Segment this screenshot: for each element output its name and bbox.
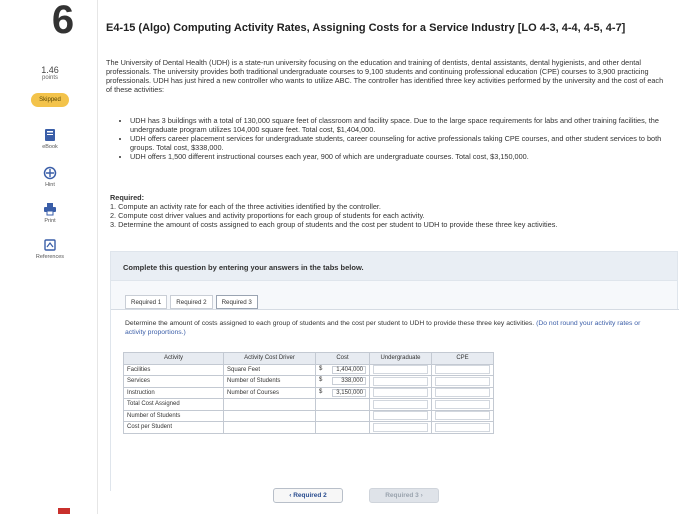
required-section bbox=[110, 193, 670, 229]
list-item: • UDH offers 1,500 different instructional courses each year, 900 of which are undergraduate courses. Total cost, $3,150,000. bbox=[130, 152, 665, 161]
cpe-input[interactable] bbox=[435, 411, 490, 420]
header-activity: Activity bbox=[124, 353, 224, 365]
empty-cell bbox=[224, 410, 316, 422]
empty-cell bbox=[316, 399, 370, 411]
ebook-label: eBook bbox=[42, 144, 58, 150]
header-driver: Activity Cost Driver bbox=[224, 353, 316, 365]
undergraduate-input[interactable] bbox=[373, 365, 428, 374]
currency-symbol: $ bbox=[319, 377, 323, 384]
driver-cell: Number of Students bbox=[224, 376, 316, 388]
cpe-input[interactable] bbox=[435, 377, 490, 386]
answer-panel bbox=[110, 281, 678, 499]
tab-instructions bbox=[125, 320, 645, 337]
list-item: • UDH offers career placement services for undergraduate students, career counseling for active professionals taking CPE courses, and other student services to both groups. Total cost, $338,000. bbox=[130, 134, 665, 152]
currency-symbol: $ bbox=[319, 388, 323, 395]
cpe-input-cell[interactable] bbox=[432, 422, 494, 434]
undergraduate-input-cell[interactable] bbox=[370, 387, 432, 399]
header-cost: Cost bbox=[316, 353, 370, 365]
list-item: • UDH has 3 buildings with a total of 130,000 square feet of classroom and facility space. Due to the large space requirements for labs and other training facilities, the undergraduate program utilizes 104,000 square feet. Total cost, $1,404,000. bbox=[130, 116, 665, 134]
tab-required-3[interactable]: Required 3 bbox=[216, 295, 258, 309]
tab-content bbox=[111, 309, 679, 499]
previous-tab-label: Required 2 bbox=[293, 492, 327, 499]
points-value: 1.46 bbox=[41, 65, 59, 75]
required-item: 3. Determine the amount of costs assigned to each group of students and the cost per student to UDH to provide these three key activities. bbox=[110, 220, 558, 229]
table-row bbox=[124, 387, 494, 399]
empty-cell bbox=[316, 422, 370, 434]
previous-tab-button[interactable] bbox=[273, 488, 343, 503]
table-row bbox=[124, 399, 494, 411]
cpe-input[interactable] bbox=[435, 365, 490, 374]
undergraduate-input[interactable] bbox=[373, 400, 428, 409]
undergraduate-input[interactable] bbox=[373, 377, 428, 386]
hint-button[interactable] bbox=[30, 166, 70, 188]
summary-label: Number of Students bbox=[124, 410, 224, 422]
header-undergraduate: Undergraduate bbox=[370, 353, 432, 365]
empty-cell bbox=[316, 410, 370, 422]
table-row bbox=[124, 422, 494, 434]
activity-cell: Services bbox=[124, 376, 224, 388]
table-row bbox=[124, 376, 494, 388]
undergraduate-input[interactable] bbox=[373, 388, 428, 397]
references-icon bbox=[43, 238, 57, 252]
cost-value: 1,404,000 bbox=[332, 366, 366, 374]
instructions-text: Determine the amount of costs assigned to each group of students and the cost per student to UDH to provide these three key activities. bbox=[125, 320, 535, 327]
summary-label: Total Cost Assigned bbox=[124, 399, 224, 411]
header-cpe: CPE bbox=[432, 353, 494, 365]
question-sidebar bbox=[0, 0, 98, 514]
cost-value: 3,150,000 bbox=[332, 389, 366, 397]
cost-assignment-table bbox=[123, 352, 494, 434]
hint-icon bbox=[43, 166, 57, 180]
undergraduate-input[interactable] bbox=[373, 423, 428, 432]
complete-prompt: Complete this question by entering your answers in the tabs below. bbox=[110, 251, 678, 281]
required-heading: Required: bbox=[110, 193, 145, 202]
activity-cell: Facilities bbox=[124, 364, 224, 376]
table-row bbox=[124, 364, 494, 376]
hint-label: Hint bbox=[45, 182, 55, 188]
table-row bbox=[124, 410, 494, 422]
instructions-note: (Do not round your activity rates or activity proportions.) bbox=[125, 320, 641, 336]
cpe-input-cell[interactable] bbox=[432, 399, 494, 411]
undergraduate-input[interactable] bbox=[373, 411, 428, 420]
summary-label: Cost per Student bbox=[124, 422, 224, 434]
required-tabs bbox=[125, 295, 258, 309]
question-title: E4-15 (Algo) Computing Activity Rates, Assigning Costs for a Service Industry [LO 4-3, 4-4, 4-5, 4-7] bbox=[106, 22, 626, 34]
next-tab-label: Required 3 bbox=[385, 492, 419, 499]
chevron-left-icon: ‹ bbox=[289, 492, 294, 499]
status-badge: Skipped bbox=[31, 93, 69, 107]
points-label: points bbox=[41, 75, 58, 81]
next-tab-button[interactable] bbox=[369, 488, 439, 503]
book-icon bbox=[43, 128, 57, 142]
currency-symbol: $ bbox=[319, 365, 323, 372]
references-button[interactable] bbox=[30, 238, 70, 260]
cpe-input-cell[interactable] bbox=[432, 387, 494, 399]
cpe-input[interactable] bbox=[435, 423, 490, 432]
flag-marker bbox=[58, 508, 70, 514]
cpe-input[interactable] bbox=[435, 388, 490, 397]
chevron-right-icon: › bbox=[418, 492, 423, 499]
undergraduate-input-cell[interactable] bbox=[370, 364, 432, 376]
activity-cell: Instruction bbox=[124, 387, 224, 399]
undergraduate-input-cell[interactable] bbox=[370, 399, 432, 411]
cost-cell bbox=[316, 364, 370, 376]
question-number: 6 bbox=[51, 0, 75, 42]
driver-cell: Number of Courses bbox=[224, 387, 316, 399]
cost-value: 338,000 bbox=[332, 377, 366, 385]
cpe-input[interactable] bbox=[435, 400, 490, 409]
cpe-input-cell[interactable] bbox=[432, 376, 494, 388]
print-icon bbox=[43, 202, 57, 216]
tab-required-1[interactable]: Required 1 bbox=[125, 295, 167, 309]
question-content bbox=[100, 0, 700, 514]
references-label: References bbox=[35, 254, 65, 260]
undergraduate-input-cell[interactable] bbox=[370, 376, 432, 388]
cpe-input-cell[interactable] bbox=[432, 410, 494, 422]
print-label: Print bbox=[44, 218, 56, 224]
undergraduate-input-cell[interactable] bbox=[370, 410, 432, 422]
tab-required-2[interactable]: Required 2 bbox=[170, 295, 212, 309]
cost-cell bbox=[316, 376, 370, 388]
required-item: 1. Compute an activity rate for each of the three activities identified by the controller. bbox=[110, 202, 381, 211]
empty-cell bbox=[224, 422, 316, 434]
empty-cell bbox=[224, 399, 316, 411]
question-intro: The University of Dental Health (UDH) is a state-run university focusing on the education and training of dentists, dental assistants, dental hygienists, and other dental professionals. The university provides both traditional undergraduate courses to 9,100 students and continuing professional education (CPE) courses to 3,900 practicing professionals. UDH has just hired a new controller who wants to utilize ABC. The controller has identified three key activities performed by the university and the cost of each of these activities: bbox=[106, 58, 664, 94]
required-item: 2. Compute cost driver values and activity proportions for each group of students for each activity. bbox=[110, 211, 425, 220]
table-header-row bbox=[124, 353, 494, 365]
activity-list bbox=[120, 116, 665, 161]
cpe-input-cell[interactable] bbox=[432, 364, 494, 376]
print-button[interactable] bbox=[30, 202, 70, 224]
cost-cell bbox=[316, 387, 370, 399]
undergraduate-input-cell[interactable] bbox=[370, 422, 432, 434]
ebook-button[interactable] bbox=[30, 128, 70, 150]
driver-cell: Square Feet bbox=[224, 364, 316, 376]
